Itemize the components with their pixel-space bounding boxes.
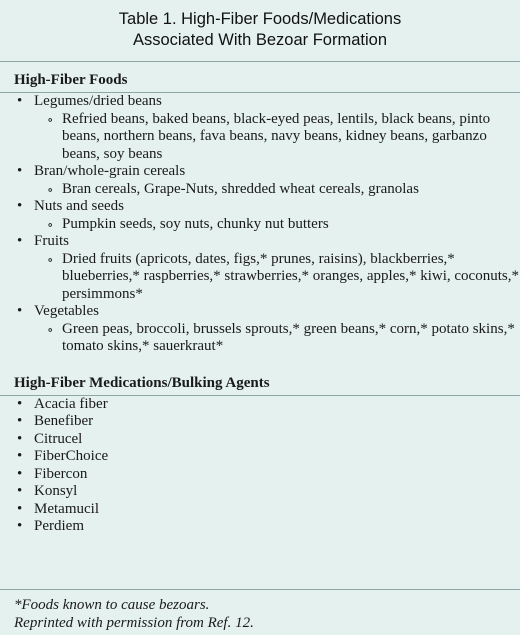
list-item: • Acacia fiber [17,396,520,414]
item-label: Fruits [34,233,70,249]
list-item: • FiberChoice [17,448,520,466]
item-detail: ∘ Green peas, broccoli, brussels sprouts,* green beans,* corn,* potato skins,* tomato skins,* sauerkraut* [47,321,520,356]
item-label: Legumes/dried beans [34,93,162,109]
foods-list [0,93,520,356]
list-item [17,198,520,233]
list-item: • Fibercon [17,466,520,484]
foods-heading: High-Fiber Foods [14,72,128,88]
item-label: Bran/whole-grain cereals [34,163,186,179]
list-item [17,93,520,163]
item-detail: ∘ Bran cereals, Grape-Nuts, shredded wheat cereals, granolas [47,181,520,199]
title-line-1: Table 1. High-Fiber Foods/Medications [118,10,402,28]
list-item: • Benefiber [17,413,520,431]
item-label: Nuts and seeds [34,198,124,214]
list-item [17,233,520,303]
footnote [0,589,520,632]
item-detail: ∘ Refried beans, baked beans, black-eyed peas, lentils, black beans, pinto beans, northern beans, fava beans, navy beans, kidney beans, garbanzo beans, soy beans [47,111,520,164]
list-item: • Perdiem [17,518,520,536]
table-title [0,0,520,62]
item-detail: ∘ Pumpkin seeds, soy nuts, chunky nut butters [47,216,520,234]
list-item [17,163,520,198]
item-detail: ∘ Dried fruits (apricots, dates, figs,* prunes, raisins), blackberries,* blueberries,* raspberries,* strawberries,* oranges, apples,* kiwi, coconuts,* persimmons* [47,251,520,304]
footnote-asterisk: *Foods known to cause bezoars. [14,597,210,613]
item-label: Vegetables [34,303,99,319]
meds-heading: High-Fiber Medications/Bulking Agents [14,374,270,391]
meds-list [0,396,520,536]
list-item: • Metamucil [17,501,520,519]
list-item: • Konsyl [17,483,520,501]
footnote-reprint: Reprinted with permission from Ref. 12. [14,614,254,631]
list-item: • Citrucel [17,431,520,449]
title-line-2: Associated With Bezoar Formation [132,31,388,49]
list-item [17,303,520,356]
